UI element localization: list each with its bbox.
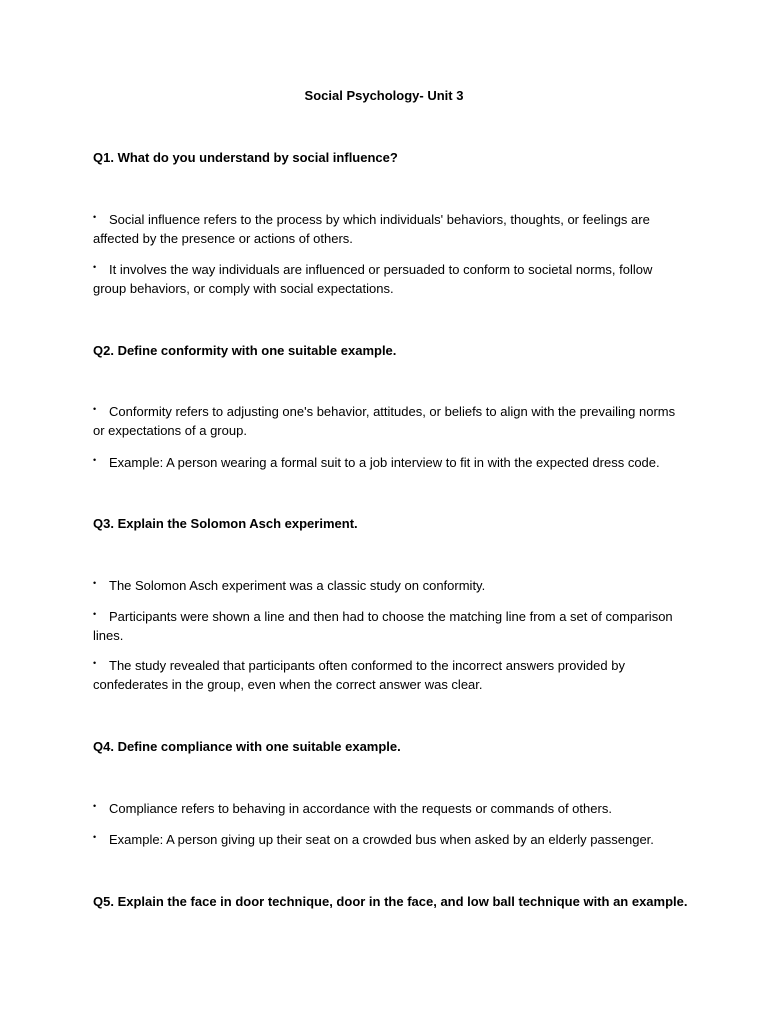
q4-answer-bullet-2 [93, 830, 713, 849]
bullet-icon: • [93, 609, 97, 619]
bullet-text: Participants were shown a line and then had to choose the matching line from a set of comparison lines. [93, 609, 673, 643]
bullet-icon: • [93, 262, 97, 272]
question-2: Q2. Define conformity with one suitable example. [93, 343, 397, 358]
q3-answer-bullet-2 [93, 607, 678, 645]
bullet-icon: • [93, 578, 97, 588]
question-5: Q5. Explain the face in door technique, door in the face, and low ball technique with an example. [93, 894, 688, 909]
page-title: Social Psychology- Unit 3 [304, 88, 464, 103]
q4-answer-bullet-1 [93, 799, 713, 818]
bullet-text: Compliance refers to behaving in accordance with the requests or commands of others. [109, 801, 612, 816]
bullet-icon: • [93, 832, 97, 842]
question-3: Q3. Explain the Solomon Asch experiment. [93, 516, 358, 531]
bullet-text: The study revealed that participants often conformed to the incorrect answers provided by confederates in the group, even when the correct answer was clear. [93, 658, 625, 692]
q3-answer-bullet-1 [93, 576, 678, 595]
bullet-text: Conformity refers to adjusting one's behavior, attitudes, or beliefs to align with the prevailing norms or expectations of a group. [93, 404, 676, 438]
q2-answer-bullet-1 [93, 402, 678, 440]
bullet-text: Example: A person giving up their seat on a crowded bus when asked by an elderly passenger. [109, 832, 654, 847]
bullet-text: Example: A person wearing a formal suit to a job interview to fit in with the expected dress code. [109, 455, 660, 470]
q2-answer-bullet-2 [93, 453, 713, 472]
q1-answer-bullet-1 [93, 210, 678, 248]
bullet-text: The Solomon Asch experiment was a classic study on conformity. [109, 578, 486, 593]
bullet-text: Social influence refers to the process by which individuals' behaviors, thoughts, or feelings are affected by the presence or actions of others. [93, 212, 650, 246]
bullet-icon: • [93, 404, 97, 414]
bullet-icon: • [93, 212, 97, 222]
bullet-icon: • [93, 658, 97, 668]
question-1: Q1. What do you understand by social influence? [93, 150, 398, 165]
bullet-icon: • [93, 801, 97, 811]
q3-answer-bullet-3 [93, 656, 678, 694]
question-4: Q4. Define compliance with one suitable example. [93, 739, 401, 754]
bullet-text: It involves the way individuals are influenced or persuaded to conform to societal norms, follow group behaviors, or comply with social expectations. [93, 262, 653, 296]
q1-answer-bullet-2 [93, 260, 678, 298]
bullet-icon: • [93, 455, 97, 465]
